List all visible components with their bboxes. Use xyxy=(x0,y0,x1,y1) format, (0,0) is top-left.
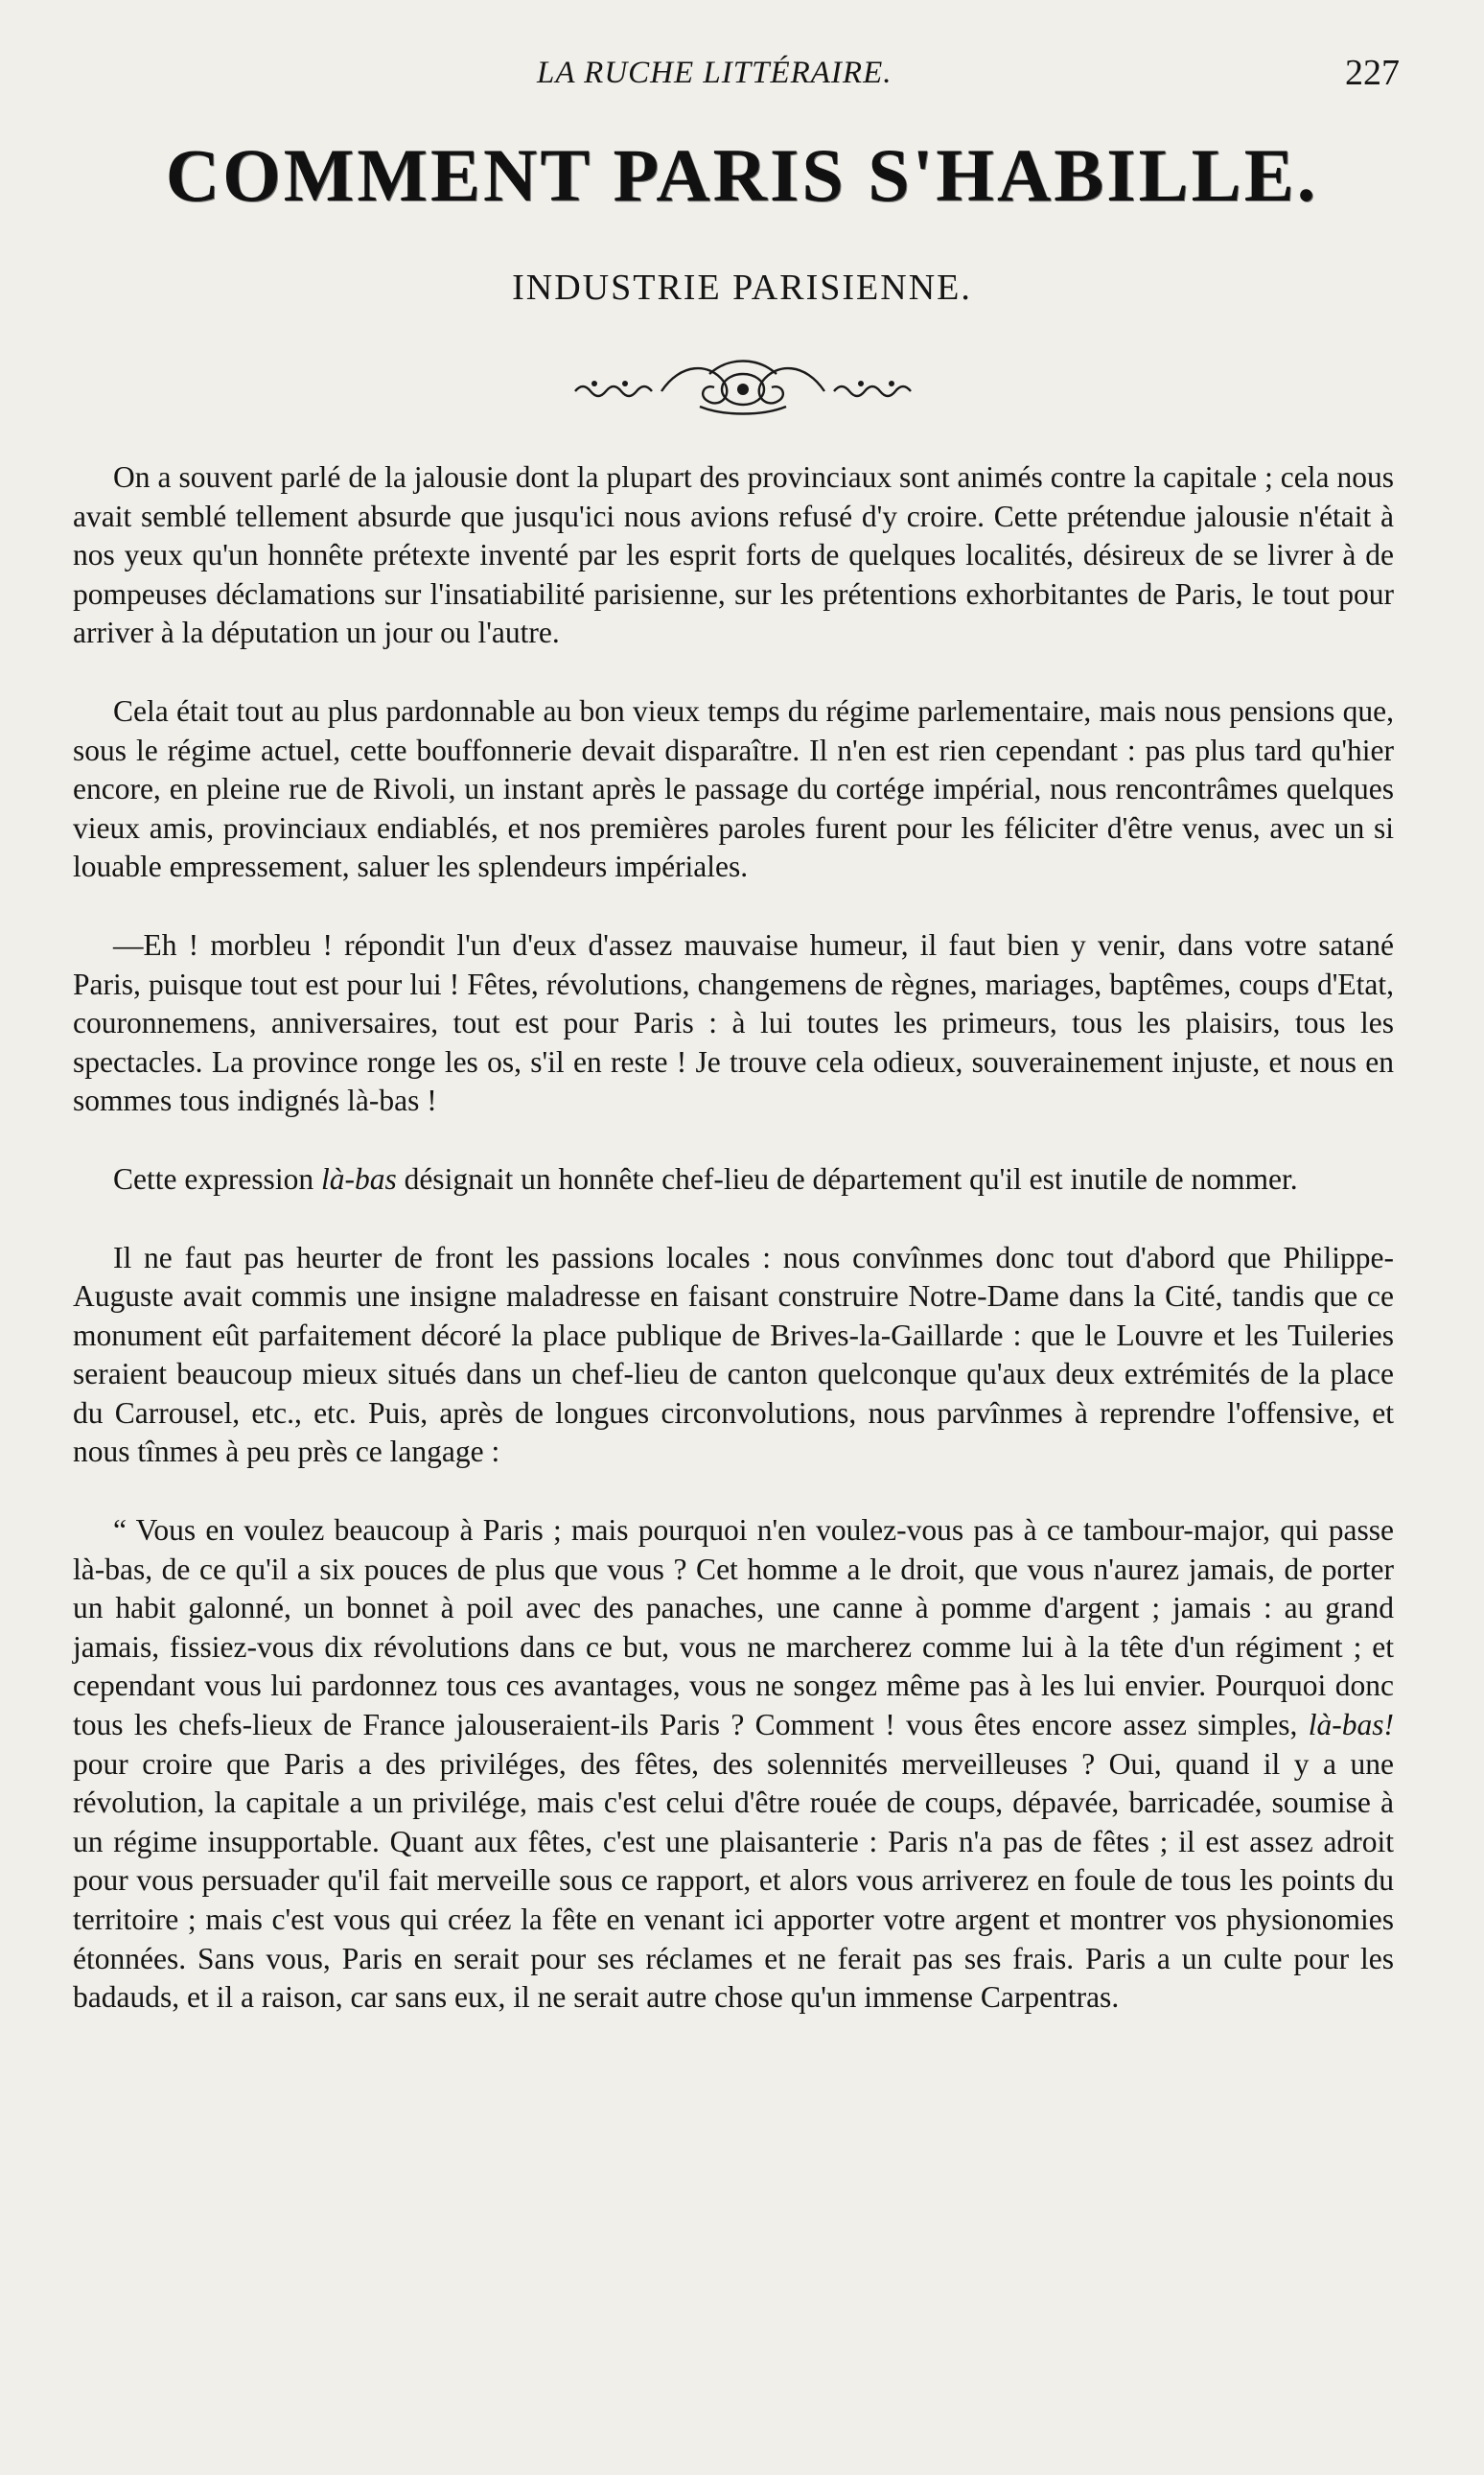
paragraph-6-emphasis: là-bas! xyxy=(1308,1708,1394,1742)
page-header xyxy=(537,53,1400,94)
article-title: COMMENT PARIS S'HABILLE. xyxy=(165,133,1319,217)
paragraph-4 xyxy=(73,1160,1394,1200)
page-number: 227 xyxy=(1345,53,1400,93)
decorative-ornament xyxy=(566,353,920,420)
paragraph-6-text-end: pour croire que Paris a des priviléges, des fêtes, des solennités merveilleuses ? Oui, quand il y a une révolution, la capitale a un privilége, mais c'est celui d'être rouée de coups, dépavée, barricadée, soumise à un régime insupportable. Quant aux fêtes, c'est une plaisanterie : Paris n'a pas de fêtes ; il est assez adroit pour vous persuader qu'il fait merveille sous ce rapport, et alors vous arriverez en foule de tous les points du territoire ; mais c'est vous qui créez la fête en venant ici apporter votre argent et montrer vos physionomies étonnées. Sans vous, Paris en serait pour ses réclames et ne ferait pas ses frais. Paris a un culte pour les badauds, et il a raison, car sans eux, il ne serait autre chose qu'un immense Carpentras. xyxy=(73,1746,1394,2015)
paragraph-6-text-start: “ Vous en voulez beaucoup à Paris ; mais pourquoi n'en voulez-vous pas à ce tambour-major, qui passe là-bas, de ce qu'il a six pouces de plus que vous ? Cet homme a le droit, que vous n'aurez jamais, de porter un habit galonné, un bonnet à poil avec des panaches, une canne à pomme d'argent ; jamais : au grand jamais, fissiez-vous dix révolutions dans ce but, vous ne marcherez comme lui à la tête d'un régiment ; et cependant vous lui pardonnez tous ces avantages, vous ne songez même pas à les lui envier. Pourquoi donc tous les chefs-lieux de France jalouseraient-ils Paris ? Comment ! vous êtes encore assez simples, xyxy=(73,1513,1394,1742)
paragraph-4-text-start: Cette expression xyxy=(113,1161,321,1196)
paragraph-5: Il ne faut pas heurter de front les passions locales : nous convînmes donc tout d'abord que Philippe-Auguste avait commis une insigne maladresse en faisant construire Notre-Dame dans la Cité, tandis que ce monument eût parfaitement décoré la place publique de Brives-la-Gaillarde : que le Louvre et les Tuileries seraient beaucoup mieux situés dans un chef-lieu de canton quelconque qu'aux deux extrémités de la place du Carrousel, etc., etc. Puis, après de longues circonvolutions, nous parvînmes à reprendre l'offensive, et nous tînmes à peu près ce langage : xyxy=(73,1240,1394,1469)
paragraph-6 xyxy=(73,1511,1394,2018)
paragraph-2: Cela était tout au plus pardonnable au bon vieux temps du régime parlementaire, mais nous pensions que, sous le régime actuel, cette bouffonnerie devait disparaître. Il n'en est rien cependant : pas plus tard qu'hier encore, en pleine rue de Rivoli, un instant après le passage du cortége impérial, nous rencontrâmes quelques vieux amis, provinciaux endiablés, et nos premières paroles furent pour les féliciter d'être venus, avec un si louable empressement, saluer les splendeurs impériales. xyxy=(73,693,1394,884)
paragraph-4-emphasis: là-bas xyxy=(320,1161,397,1196)
paragraph-1: On a souvent parlé de la jalousie dont la plupart des provinciaux sont animés contre la capitale ; cela nous avait semblé tellement absurde que jusqu'ici nous avions refusé d'y croire. Cette prétendue jalousie n'était à nos yeux qu'un honnête prétexte inventé par les esprit forts de quelques localités, désireux de se livrer à de pompeuses déclamations sur l'insatiabilité parisienne, sur les prétentions exhorbitantes de Paris, le tout pour arriver à la députation un jour ou l'autre. xyxy=(73,460,1394,650)
article-body xyxy=(73,458,1394,2018)
paragraph-3: —Eh ! morbleu ! répondit l'un d'eux d'assez mauvaise humeur, il faut bien y venir, dans votre satané Paris, puisque tout est pour lui ! Fêtes, révolutions, changemens de règnes, mariages, baptêmes, coups d'Etat, couronnemens, anniversaires, tout est pour Paris : à lui toutes les primeurs, tous les plaisirs, tous les spectacles. La province ronge les os, s'il en reste ! Je trouve cela odieux, souverainement injuste, et nous en sommes tous indignés là-bas ! xyxy=(73,927,1394,1118)
article-subtitle: INDUSTRIE PARISIENNE. xyxy=(512,268,972,308)
paragraph-4-text-end: désignait un honnête chef-lieu de département qu'il est inutile de nommer. xyxy=(396,1161,1298,1196)
running-title: LA RUCHE LITTÉRAIRE. xyxy=(537,56,893,90)
